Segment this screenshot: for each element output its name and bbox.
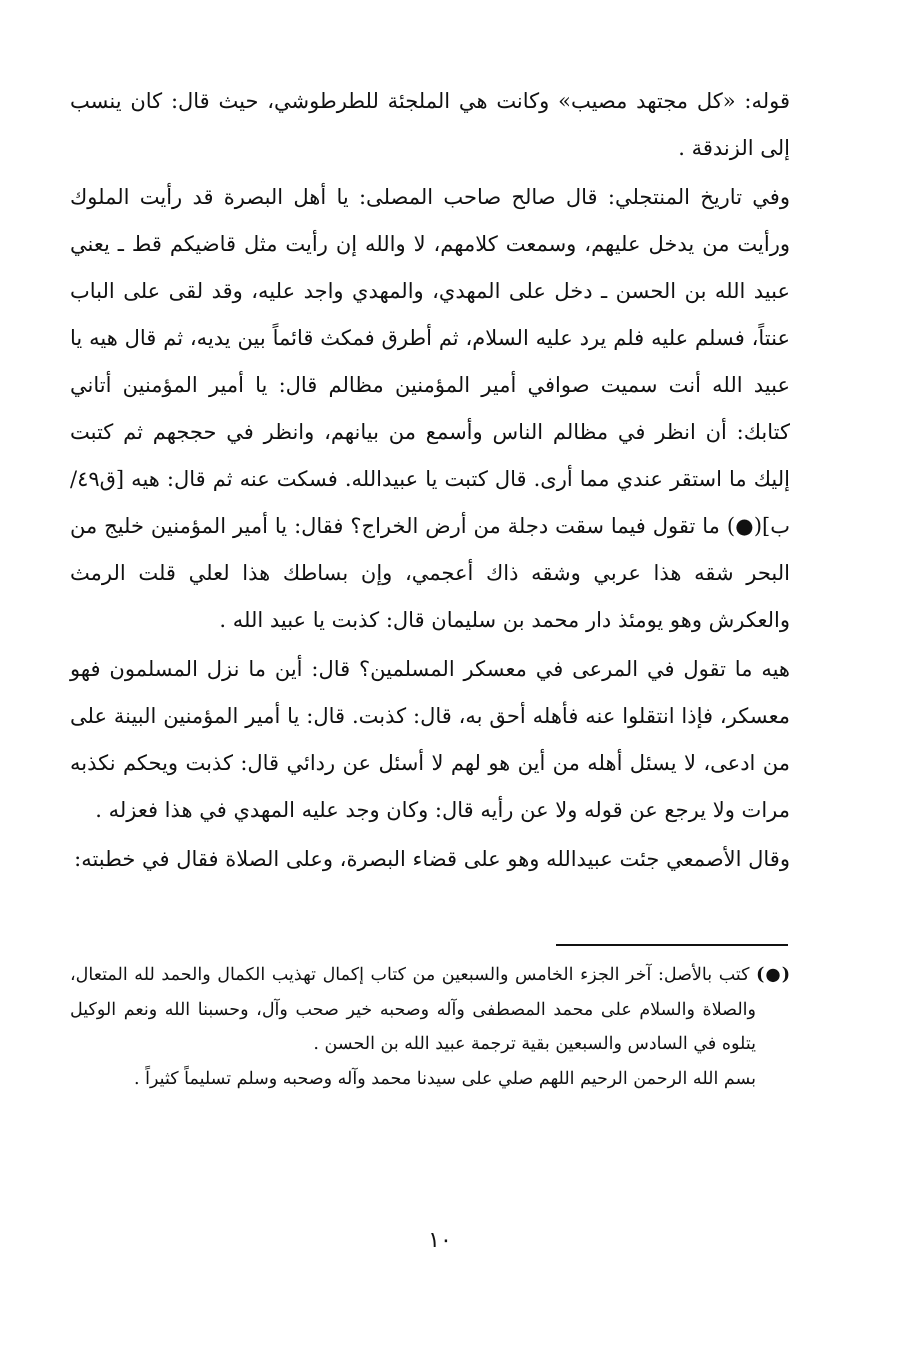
main-text: [70, 78, 790, 883]
paragraph-history: وفي تاريخ المنتجلي: قال صالح صاحب المصلى: يا أهل البصرة قد رأيت الملوك ورأيت من يدخل عليهم، وسمعت كلامهم، لا والله إن رأيت مثل قاضيكم قط ـ يعني عبيد الله بن الحسن ـ دخل على المهدي، والمهدي واجد عليه، وقد لقى على الباب عنتاً، فسلم عليه فلم يرد عليه السلام، ثم أطرق فمكث قائماً بين يديه، ثم قال هيه يا عبيد الله أنت سميت صوافي أمير المؤمنين مظالم قال: يا أمير المؤمنين أتاني كتابك: أن انظر في مظالم الناس وأسمع من بيانهم، وانظر في حججهم ثم كتبت إليك ما استقر عندي مما أرى. قال كتبت يا عبيدالله. فسكت عنه ثم قال: هيه [ق٤٩/ ب](●) ما تقول فيما سقت دجلة من أرض الخراج؟ فقال: يا أمير المؤمنين خليج من البحر شقه هذا عربي وشقه ذاك أعجمي، وإن بساطك هذا لعلي قلت الرمث والعكرش وهو يومئذ دار محمد بن سليمان قال: كذبت يا عبيد الله .: [70, 185, 790, 632]
footnote-1: [70, 958, 790, 1062]
page-number: ١٠: [428, 1228, 452, 1253]
footnote-1-text: كتب بالأصل: آخر الجزء الخامس والسبعين من كتاب إكمال تهذيب الكمال والحمد لله المتعال، والصلاة والسلام على محمد المصطفى وآله وصحبه خير صحب وآل، وحسبنا الله ونعم الوكيل يتلوه في السادس والسبعين بقية ترجمة عبيد الله بن الحسن .: [70, 965, 756, 1054]
paragraph-pasture: هيه ما تقول في المرعى في معسكر المسلمين؟ قال: أين ما نزل المسلمون فهو معسكر، فإذا انتقلوا عنه فأهله أحق به، قال: كذبت. قال: يا أمير المؤمنين البينة على من ادعى، لا يسئل أهله من أين هو لهم لا أسئل عن ردائي قال: كذبت ويحكم نكذبه مرات ولا يرجع عن قوله ولا عن رأيه قال: وكان وجد عليه المهدي في هذا فعزله .: [70, 657, 790, 822]
paragraph-asmai: وقال الأصمعي جئت عبيدالله وهو على قضاء البصرة، وعلى الصلاة فقال في خطبته:: [74, 847, 790, 871]
footnote-divider: [556, 944, 788, 946]
footnote-mark: (●): [756, 965, 790, 985]
footnotes: [70, 958, 790, 1096]
footnote-2: بسم الله الرحمن الرحيم اللهم صلي على سيدنا محمد وآله وصحبه وسلم تسليماً كثيراً .: [134, 1068, 756, 1089]
paragraph-quote: قوله: «كل مجتهد مصيب» وكانت هي الملجئة للطرطوشي، حيث قال: كان ينسب إلى الزندقة .: [70, 89, 790, 160]
